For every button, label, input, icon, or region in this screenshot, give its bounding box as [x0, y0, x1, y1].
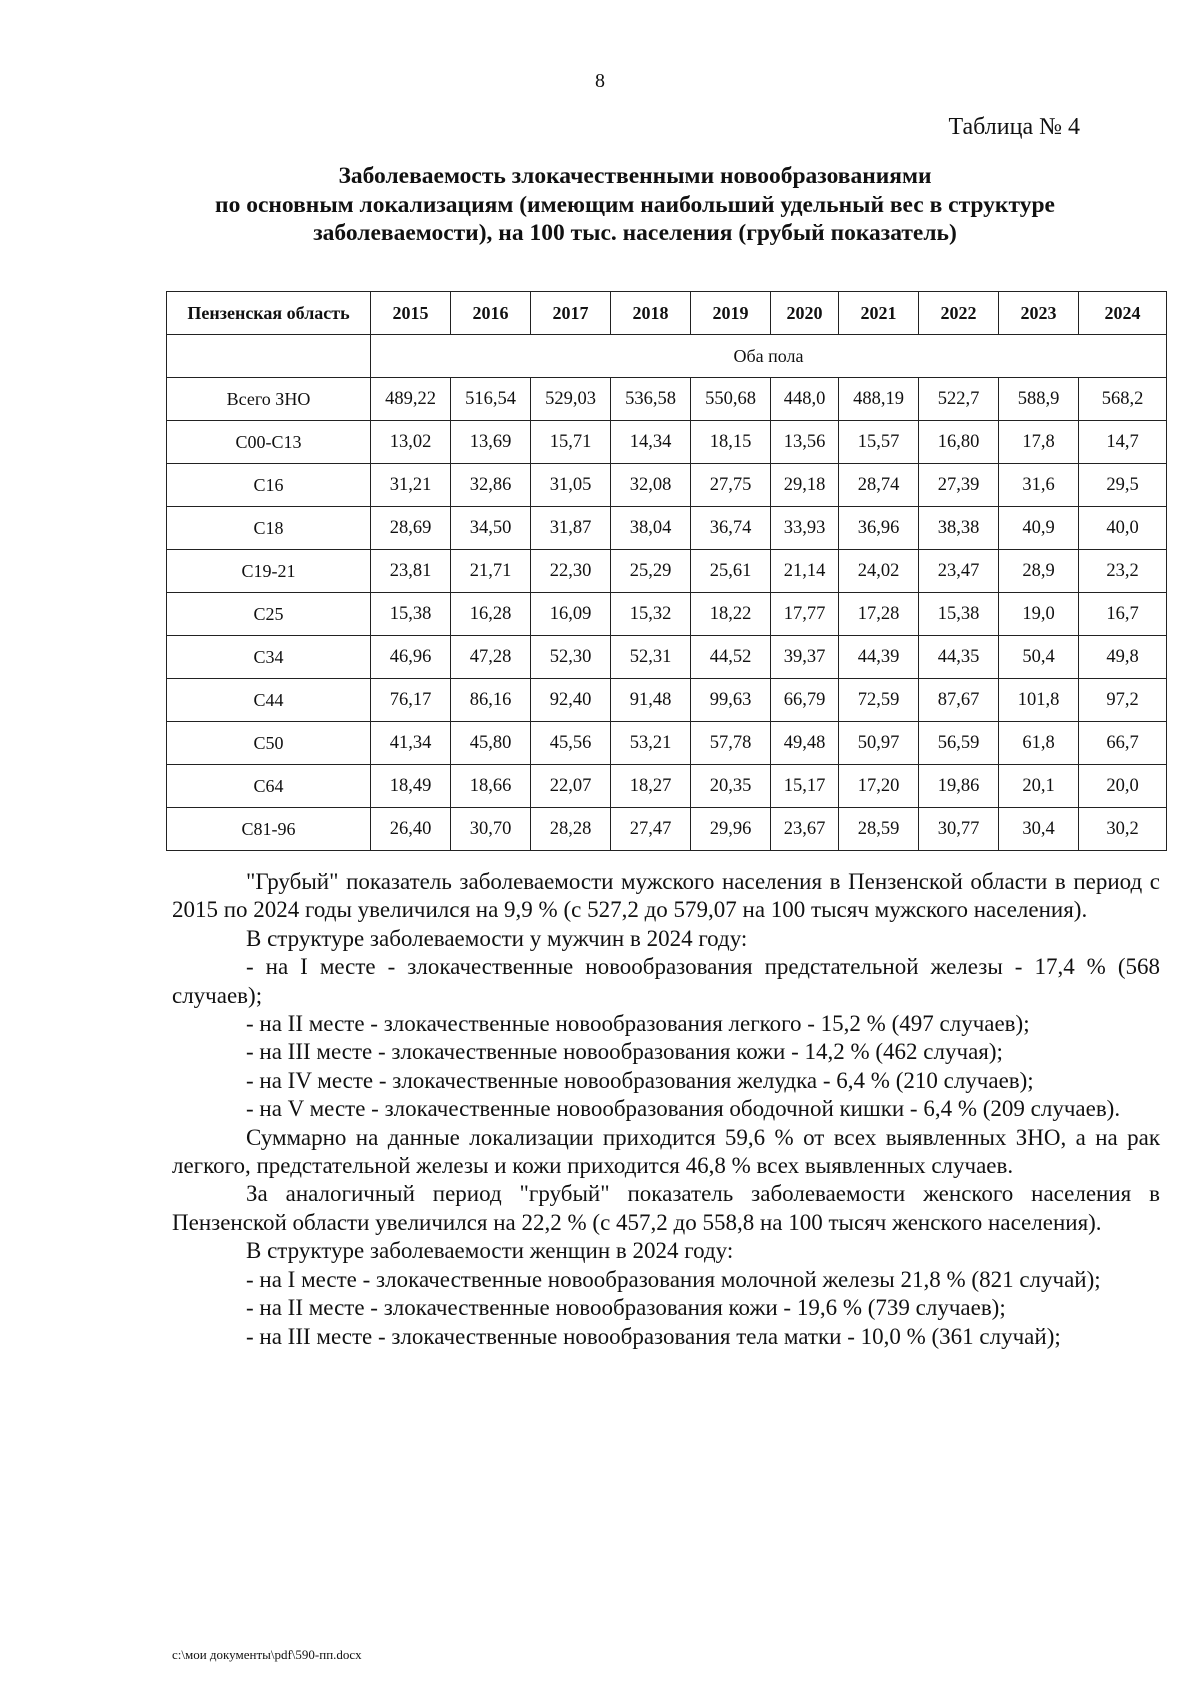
- table-cell: 45,56: [531, 722, 611, 765]
- table-cell: 49,48: [771, 722, 839, 765]
- table-cell: 22,30: [531, 550, 611, 593]
- paragraph: Суммарно на данные локализации приходится 59,6 % от всех выявленных ЗНО, а на рак легкого, предстательной железы и кожи приходится 46,8 % всех выявленных случаев.: [172, 1124, 1160, 1179]
- year-header: 2021: [839, 292, 919, 335]
- table-cell: 22,07: [531, 765, 611, 808]
- table-cell: 44,39: [839, 636, 919, 679]
- table-cell: 27,75: [691, 464, 771, 507]
- table-header-row: [167, 292, 1167, 335]
- paragraph: В структуре заболеваемости у мужчин в 2024 году:: [246, 925, 748, 951]
- table-cell: 18,22: [691, 593, 771, 636]
- table-cell: 18,27: [611, 765, 691, 808]
- table-subheader-row: [167, 335, 1167, 378]
- body-text: [172, 868, 1160, 1351]
- list-item: - на III месте - злокачественные новообразования кожи - 14,2 % (462 случая);: [246, 1039, 1003, 1065]
- year-header: 2022: [919, 292, 999, 335]
- table-cell: 41,34: [371, 722, 451, 765]
- table-cell: 18,15: [691, 421, 771, 464]
- paragraph: За аналогичный период "грубый" показатель заболеваемости женского населения в Пензенской области увеличился на 22,2 % (с 457,2 до 558,8 на 100 тысяч женского населения).: [172, 1181, 1160, 1235]
- table-cell: 31,21: [371, 464, 451, 507]
- subheader-both-sexes: Оба пола: [371, 335, 1167, 378]
- table-cell: 15,38: [919, 593, 999, 636]
- table-cell: 489,22: [371, 378, 451, 421]
- table-cell: 32,86: [451, 464, 531, 507]
- table-reference: Таблица № 4: [948, 114, 1080, 140]
- table-cell: 28,9: [999, 550, 1079, 593]
- table-row: [167, 722, 1167, 765]
- table-cell: 16,80: [919, 421, 999, 464]
- table-cell: 99,63: [691, 679, 771, 722]
- table-cell: 18,49: [371, 765, 451, 808]
- table-cell: 101,8: [999, 679, 1079, 722]
- title-line: по основным локализациям (имеющим наибольший удельный вес в структуре: [215, 191, 1055, 218]
- table-cell: 33,93: [771, 507, 839, 550]
- table-cell: 31,6: [999, 464, 1079, 507]
- row-label: С44: [167, 679, 371, 722]
- table-cell: 28,59: [839, 808, 919, 851]
- year-header: 2023: [999, 292, 1079, 335]
- table-cell: 52,31: [611, 636, 691, 679]
- table-cell: 17,77: [771, 593, 839, 636]
- table-cell: 14,7: [1079, 421, 1167, 464]
- table-cell: 21,71: [451, 550, 531, 593]
- table-cell: 72,59: [839, 679, 919, 722]
- table-cell: 488,19: [839, 378, 919, 421]
- row-label: С50: [167, 722, 371, 765]
- table-cell: 38,38: [919, 507, 999, 550]
- table-cell: 24,02: [839, 550, 919, 593]
- table-cell: 56,59: [919, 722, 999, 765]
- table-cell: 16,09: [531, 593, 611, 636]
- table-cell: 17,8: [999, 421, 1079, 464]
- table-cell: 57,78: [691, 722, 771, 765]
- table-cell: 52,30: [531, 636, 611, 679]
- table-cell: 23,47: [919, 550, 999, 593]
- year-header: 2024: [1079, 292, 1167, 335]
- table-cell: 28,69: [371, 507, 451, 550]
- table-row: [167, 378, 1167, 421]
- table-cell: 30,4: [999, 808, 1079, 851]
- row-label: Всего ЗНО: [167, 378, 371, 421]
- table-cell: 17,20: [839, 765, 919, 808]
- table-cell: 17,28: [839, 593, 919, 636]
- table-cell: 23,2: [1079, 550, 1167, 593]
- row-label: С16: [167, 464, 371, 507]
- list-item: - на II месте - злокачественные новообразования кожи - 19,6 % (739 случаев);: [246, 1295, 1006, 1321]
- list-item: - на III месте - злокачественные новообразования тела матки - 10,0 % (361 случай);: [246, 1323, 1061, 1349]
- table-cell: 66,7: [1079, 722, 1167, 765]
- table-cell: 550,68: [691, 378, 771, 421]
- table-cell: 53,21: [611, 722, 691, 765]
- table-cell: 25,29: [611, 550, 691, 593]
- year-header: 2019: [691, 292, 771, 335]
- table-cell: 15,17: [771, 765, 839, 808]
- title-line: Заболеваемость злокачественными новообразованиями: [338, 163, 932, 189]
- table-cell: 19,0: [999, 593, 1079, 636]
- table-cell: 25,61: [691, 550, 771, 593]
- file-path-footer: c:\мои документы\pdf\590-пп.docx: [172, 1647, 362, 1662]
- row-label: С18: [167, 507, 371, 550]
- list-item: - на II месте - злокачественные новообразования легкого - 15,2 % (497 случаев);: [246, 1011, 1030, 1037]
- table-cell: 66,79: [771, 679, 839, 722]
- list-item: - на I месте - злокачественные новообразования молочной железы 21,8 % (821 случай);: [246, 1266, 1101, 1292]
- table-cell: 40,0: [1079, 507, 1167, 550]
- list-item: - на V месте - злокачественные новообразования ободочной кишки - 6,4 % (209 случаев).: [246, 1096, 1121, 1122]
- table-cell: 39,37: [771, 636, 839, 679]
- list-item: - на IV месте - злокачественные новообразования желудка - 6,4 % (210 случаев);: [246, 1067, 1034, 1093]
- table-cell: 26,40: [371, 808, 451, 851]
- table-cell: 13,02: [371, 421, 451, 464]
- row-label: С81-96: [167, 808, 371, 851]
- table-row: [167, 550, 1167, 593]
- table-cell: 28,28: [531, 808, 611, 851]
- table-cell: 16,28: [451, 593, 531, 636]
- table-row: [167, 464, 1167, 507]
- row-label: С64: [167, 765, 371, 808]
- table-row: [167, 808, 1167, 851]
- paragraph: В структуре заболеваемости женщин в 2024 году:: [246, 1238, 734, 1264]
- table-cell: 13,69: [451, 421, 531, 464]
- table-row: [167, 765, 1167, 808]
- table-cell: 40,9: [999, 507, 1079, 550]
- table-cell: 13,56: [771, 421, 839, 464]
- table-cell: 20,35: [691, 765, 771, 808]
- table-cell: 36,74: [691, 507, 771, 550]
- paragraph: "Грубый" показатель заболеваемости мужского населения в Пензенской области в период с 2015 по 2024 годы увеличился на 9,9 % (с 527,2 до 579,07 на 100 тысяч мужского населения).: [172, 869, 1160, 923]
- table-cell: 568,2: [1079, 378, 1167, 421]
- table-cell: 50,97: [839, 722, 919, 765]
- page-number: 8: [595, 70, 605, 92]
- table-cell: 45,80: [451, 722, 531, 765]
- year-header: 2016: [451, 292, 531, 335]
- table-cell: 15,71: [531, 421, 611, 464]
- table-cell: 36,96: [839, 507, 919, 550]
- table-cell: 61,8: [999, 722, 1079, 765]
- table-cell: 14,34: [611, 421, 691, 464]
- table-cell: 516,54: [451, 378, 531, 421]
- table-cell: 28,74: [839, 464, 919, 507]
- table-cell: 18,66: [451, 765, 531, 808]
- table-cell: 44,35: [919, 636, 999, 679]
- table-cell: 50,4: [999, 636, 1079, 679]
- table-cell: 20,1: [999, 765, 1079, 808]
- table-cell: 46,96: [371, 636, 451, 679]
- table-cell: 21,14: [771, 550, 839, 593]
- table-cell: 32,08: [611, 464, 691, 507]
- year-header: 2018: [611, 292, 691, 335]
- table-cell: 15,32: [611, 593, 691, 636]
- table-cell: 536,58: [611, 378, 691, 421]
- table-cell: 29,18: [771, 464, 839, 507]
- year-header: 2015: [371, 292, 451, 335]
- row-label: С34: [167, 636, 371, 679]
- table-row: [167, 593, 1167, 636]
- table-cell: 15,38: [371, 593, 451, 636]
- row-label: С25: [167, 593, 371, 636]
- table-row: [167, 421, 1167, 464]
- table-title: [150, 162, 1120, 248]
- year-header: 2017: [531, 292, 611, 335]
- title-line: заболеваемости), на 100 тыс. населения (грубый показатель): [313, 220, 957, 246]
- table-cell: 20,0: [1079, 765, 1167, 808]
- table-cell: 97,2: [1079, 679, 1167, 722]
- table-cell: 27,39: [919, 464, 999, 507]
- table-cell: 29,5: [1079, 464, 1167, 507]
- table-cell: 588,9: [999, 378, 1079, 421]
- table-cell: 91,48: [611, 679, 691, 722]
- table-cell: 31,87: [531, 507, 611, 550]
- table-cell: 15,57: [839, 421, 919, 464]
- year-header: 2020: [771, 292, 839, 335]
- table-row: [167, 679, 1167, 722]
- table-cell: 30,2: [1079, 808, 1167, 851]
- table-cell: 29,96: [691, 808, 771, 851]
- empty-cell: [167, 335, 371, 378]
- table-cell: 19,86: [919, 765, 999, 808]
- table-cell: 522,7: [919, 378, 999, 421]
- table-cell: 23,67: [771, 808, 839, 851]
- table-cell: 92,40: [531, 679, 611, 722]
- table-cell: 23,81: [371, 550, 451, 593]
- table-cell: 44,52: [691, 636, 771, 679]
- table-cell: 86,16: [451, 679, 531, 722]
- table-cell: 34,50: [451, 507, 531, 550]
- table-cell: 87,67: [919, 679, 999, 722]
- table-cell: 38,04: [611, 507, 691, 550]
- table-cell: 529,03: [531, 378, 611, 421]
- row-label: С19-21: [167, 550, 371, 593]
- table-cell: 30,70: [451, 808, 531, 851]
- incidence-table: [166, 291, 1167, 851]
- table-cell: 76,17: [371, 679, 451, 722]
- table-cell: 47,28: [451, 636, 531, 679]
- table-cell: 448,0: [771, 378, 839, 421]
- table-cell: 49,8: [1079, 636, 1167, 679]
- table-cell: 31,05: [531, 464, 611, 507]
- table-cell: 16,7: [1079, 593, 1167, 636]
- corner-header: Пензенская область: [167, 292, 371, 335]
- table-row: [167, 507, 1167, 550]
- row-label: С00-С13: [167, 421, 371, 464]
- list-item: - на I месте - злокачественные новообразования предстательной железы - 17,4 % (568 случаев);: [172, 954, 1160, 1008]
- table-cell: 27,47: [611, 808, 691, 851]
- table-row: [167, 636, 1167, 679]
- table-cell: 30,77: [919, 808, 999, 851]
